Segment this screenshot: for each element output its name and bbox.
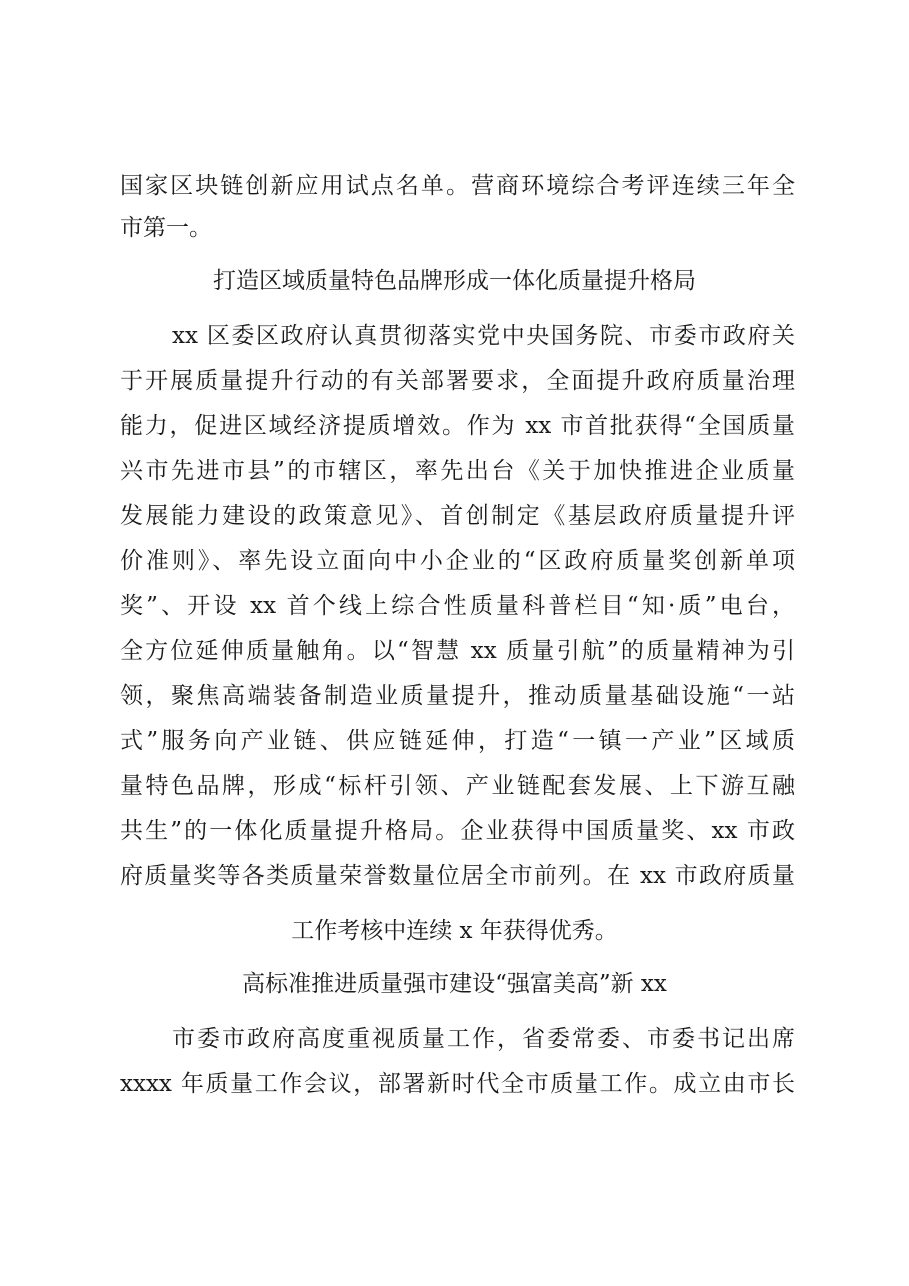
body-line: 于开展质量提升行动的有关部署要求，全面提升政府质量治理	[120, 368, 795, 394]
body-line: 领，聚焦高端装备制造业质量提升，推动质量基础设施“一站	[120, 683, 795, 709]
body-line: xx 区委区政府认真贯彻落实党中央国务院、市委市政府关	[172, 323, 795, 349]
body-line: 发展能力建设的政策意见》、首创制定《基层政府质量提升评	[120, 503, 795, 529]
body-line: 国家区块链创新应用试点名单。营商环境综合考评连续三年全	[120, 173, 795, 199]
body-line: 共生”的一体化质量提升格局。企业获得中国质量奖、xx 市政	[120, 818, 795, 844]
body-line: 工作考核中连续 x 年获得优秀。	[291, 918, 618, 944]
body-line: 奖”、开设 xx 首个线上综合性质量科普栏目“知·质”电台，	[120, 593, 795, 619]
body-line: 全方位延伸质量触角。以“智慧 xx 质量引航”的质量精神为引	[120, 638, 795, 664]
body-line: 价准则》、率先设立面向中小企业的“区政府质量奖创新单项	[120, 548, 795, 574]
section-heading: 高标准推进质量强市建设“强富美高”新 xx	[242, 971, 667, 997]
section-heading: 打造区域质量特色品牌形成一体化质量提升格局	[213, 268, 696, 294]
body-line: 府质量奖等各类质量荣誉数量位居全市前列。在 xx 市政府质量	[120, 863, 795, 889]
body-line: 能力，促进区域经济提质增效。作为 xx 市首批获得“全国质量	[120, 413, 795, 439]
body-line: 兴市先进市县”的市辖区，率先出台《关于加快推进企业质量	[120, 458, 795, 484]
body-line: 式”服务向产业链、供应链延伸，打造“一镇一产业”区域质	[120, 728, 795, 754]
body-line: xxxx 年质量工作会议，部署新时代全市质量工作。成立由市长	[120, 1071, 795, 1097]
body-line: 市委市政府高度重视质量工作，省委常委、市委书记出席	[172, 1026, 795, 1052]
body-line: 市第一。	[120, 215, 212, 241]
body-line: 量特色品牌，形成“标杆引领、产业链配套发展、上下游互融	[120, 773, 795, 799]
